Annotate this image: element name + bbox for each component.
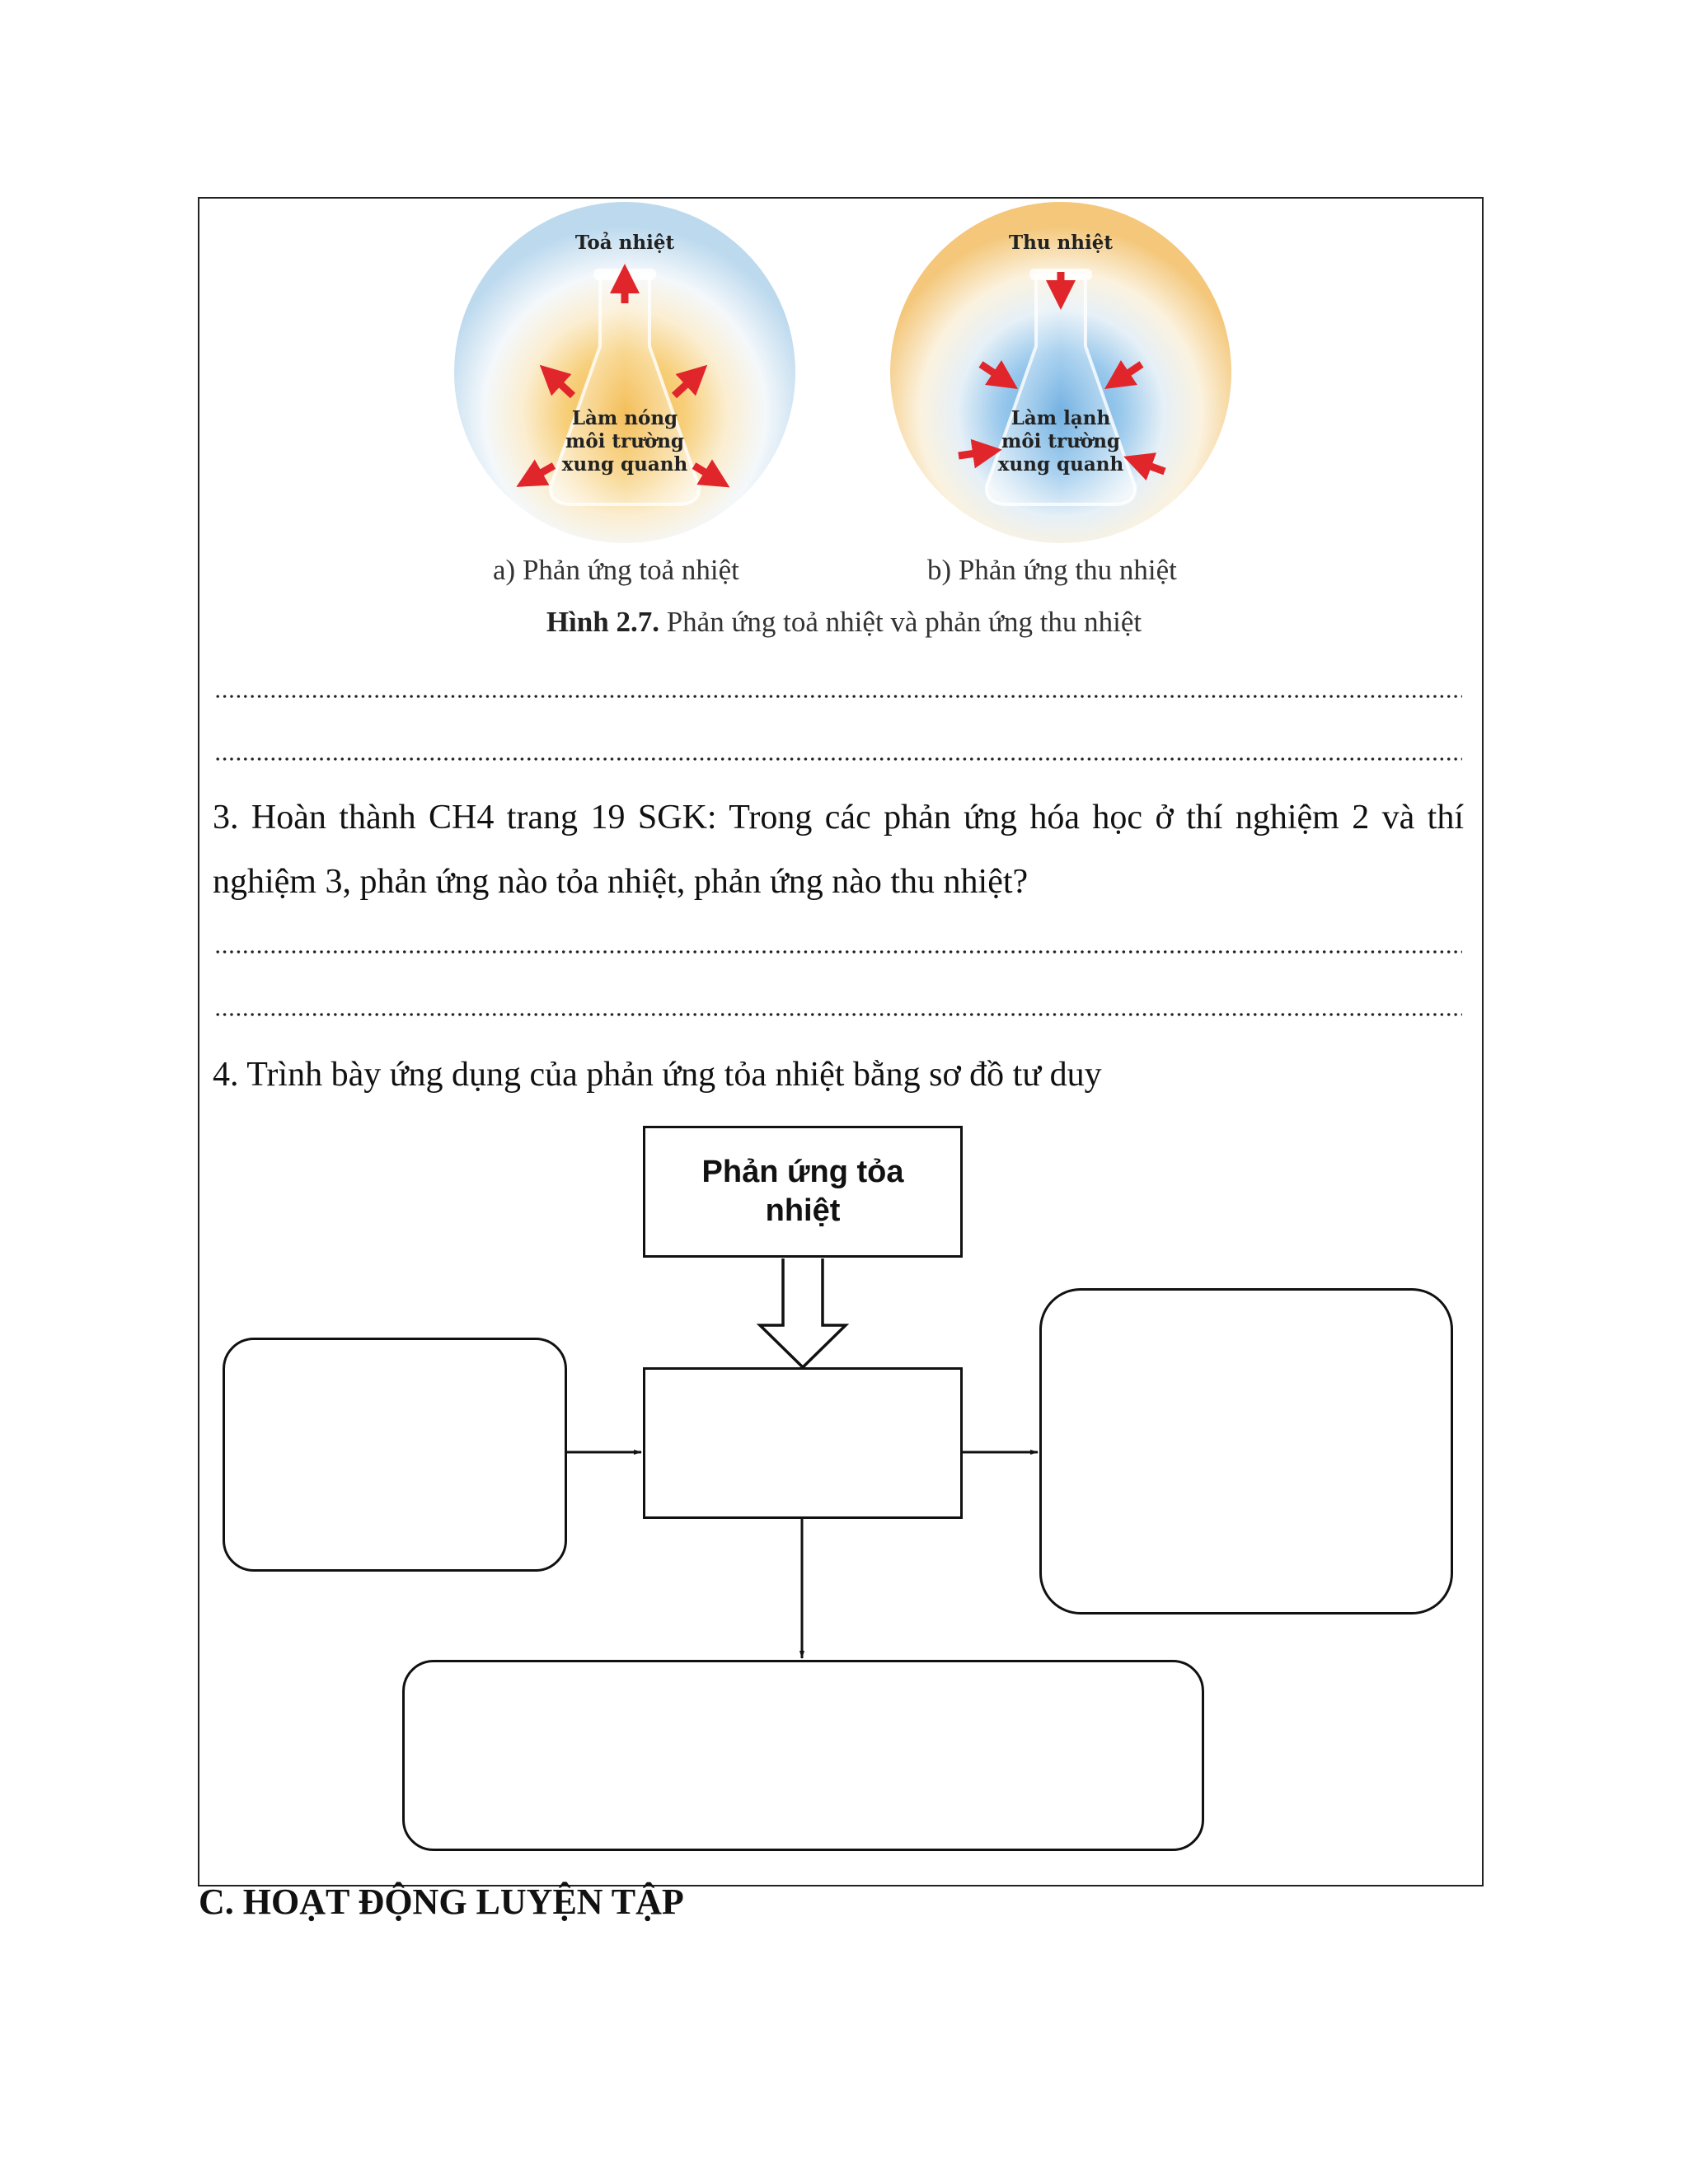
endothermic-top-label: Thu nhiệt: [1008, 232, 1113, 254]
mind-map-center-box[interactable]: [643, 1367, 963, 1519]
flask-text-line: Làm nóng: [571, 407, 678, 429]
mind-map-title: Phản ứng tỏa nhiệt: [701, 1155, 904, 1228]
mind-map-bottom-box[interactable]: [402, 1660, 1204, 1851]
flask-text-line: xung quanh: [561, 453, 688, 476]
flask-text-line: môi trường: [1001, 430, 1121, 452]
mind-map-title-box: [643, 1126, 963, 1258]
mind-map-left-box[interactable]: [223, 1338, 567, 1572]
figure-caption-prefix: Hình 2.7.: [546, 606, 659, 638]
question-4: 4. Trình bày ứng dụng của phản ứng tỏa nhiệt bằng sơ đồ tư duy: [213, 1056, 1102, 1094]
exothermic-top-label: Toả nhiệt: [574, 232, 675, 254]
figure-caption-text: Phản ứng toả nhiệt và phản ứng thu nhiệt: [659, 606, 1142, 638]
flask-text-line: môi trường: [565, 430, 685, 452]
question-3: 3. Hoàn thành CH4 trang 19 SGK: Trong các phản ứng hóa học ở thí nghiệm 2 và thí nghiệm 3, phản ứng nào tỏa nhiệt, phản ứng nào thu nhiệt?: [213, 799, 1464, 901]
flask-text-line: Làm lạnh: [1010, 407, 1111, 429]
endothermic-caption: b) Phản ứng thu nhiệt: [927, 554, 1177, 586]
flask-text-line: xung quanh: [997, 453, 1124, 476]
block-down-arrow: [760, 1258, 846, 1367]
mind-map-right-box[interactable]: [1039, 1288, 1453, 1615]
exothermic-caption: a) Phản ứng toả nhiệt: [493, 554, 739, 586]
section-title: C. HOẠT ĐỘNG LUYỆN TẬP: [199, 1882, 684, 1922]
